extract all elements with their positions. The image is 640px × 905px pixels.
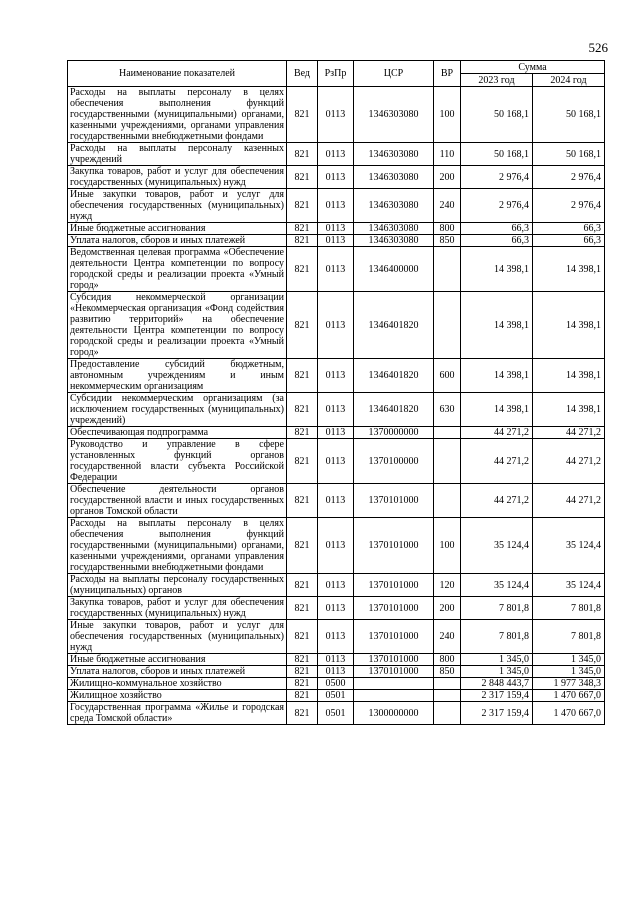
cell-sum-2024: 44 271,2 [533, 484, 605, 518]
table-row [68, 439, 605, 484]
cell-vr: 850 [434, 666, 461, 678]
header-vr: ВР [434, 61, 461, 87]
cell-csr: 1346303080 [354, 235, 434, 247]
cell-ved: 821 [287, 223, 318, 235]
cell-name: Расходы на выплаты персоналу казенных учреждений [68, 143, 287, 166]
cell-name: Обеспечение деятельности органов государственной власти и иных государственных органов Томской области [68, 484, 287, 518]
cell-ved: 821 [287, 292, 318, 359]
cell-ved: 821 [287, 678, 318, 690]
cell-vr: 850 [434, 235, 461, 247]
cell-sum-2024: 35 124,4 [533, 574, 605, 597]
cell-csr: 1370101000 [354, 518, 434, 574]
header-2023: 2023 год [461, 74, 533, 87]
header-rzpr: РзПр [318, 61, 354, 87]
cell-rzpr: 0501 [318, 690, 354, 702]
cell-rzpr: 0113 [318, 484, 354, 518]
table-row [68, 690, 605, 702]
cell-name: Иные бюджетные ассигнования [68, 654, 287, 666]
cell-ved: 821 [287, 87, 318, 143]
cell-name: Государственная программа «Жилье и городская среда Томской области» [68, 702, 287, 725]
table-row [68, 597, 605, 620]
cell-sum-2023: 2 976,4 [461, 189, 533, 223]
cell-sum-2024: 1 345,0 [533, 654, 605, 666]
cell-ved: 821 [287, 484, 318, 518]
cell-sum-2024: 14 398,1 [533, 359, 605, 393]
cell-sum-2023: 44 271,2 [461, 439, 533, 484]
cell-name: Обеспечивающая подпрограмма [68, 427, 287, 439]
cell-rzpr: 0113 [318, 359, 354, 393]
cell-sum-2023: 50 168,1 [461, 143, 533, 166]
table-row [68, 87, 605, 143]
cell-csr: 1370101000 [354, 574, 434, 597]
cell-sum-2024: 44 271,2 [533, 439, 605, 484]
cell-csr: 1370101000 [354, 654, 434, 666]
cell-vr: 110 [434, 143, 461, 166]
cell-name: Расходы на выплаты персоналу государственных (муниципальных) органов [68, 574, 287, 597]
cell-rzpr: 0113 [318, 393, 354, 427]
cell-sum-2024: 35 124,4 [533, 518, 605, 574]
cell-ved: 821 [287, 518, 318, 574]
table-row [68, 620, 605, 654]
cell-name: Иные закупки товаров, работ и услуг для обеспечения государственных (муниципальных) нужд [68, 620, 287, 654]
cell-vr: 240 [434, 189, 461, 223]
table-row [68, 484, 605, 518]
cell-ved: 821 [287, 574, 318, 597]
table-row [68, 666, 605, 678]
cell-name: Руководство и управление в сфере установленных функций органов государственной власти субъекта Российской Федерации [68, 439, 287, 484]
table-row [68, 166, 605, 189]
cell-vr: 100 [434, 518, 461, 574]
cell-csr [354, 678, 434, 690]
table-row [68, 235, 605, 247]
cell-sum-2024: 1 345,0 [533, 666, 605, 678]
cell-csr: 1346303080 [354, 189, 434, 223]
cell-sum-2023: 2 976,4 [461, 166, 533, 189]
cell-rzpr: 0113 [318, 189, 354, 223]
header-ved: Вед [287, 61, 318, 87]
cell-vr: 800 [434, 223, 461, 235]
cell-sum-2024: 1 470 667,0 [533, 690, 605, 702]
cell-name: Субсидия некоммерческой организации «Некоммерческая организация «Фонд содействия развитию территорий» на обеспечение деятельности Центра компетенции по вопросу городской среды и реализации проекта «Умный город» [68, 292, 287, 359]
cell-sum-2023: 35 124,4 [461, 574, 533, 597]
cell-name: Уплата налогов, сборов и иных платежей [68, 235, 287, 247]
cell-name: Уплата налогов, сборов и иных платежей [68, 666, 287, 678]
cell-vr: 800 [434, 654, 461, 666]
cell-sum-2023: 14 398,1 [461, 247, 533, 292]
cell-sum-2024: 2 976,4 [533, 166, 605, 189]
cell-csr: 1370101000 [354, 666, 434, 678]
table-row [68, 702, 605, 725]
cell-vr: 200 [434, 597, 461, 620]
cell-sum-2023: 1 345,0 [461, 654, 533, 666]
cell-rzpr: 0113 [318, 666, 354, 678]
cell-rzpr: 0113 [318, 597, 354, 620]
table-body [68, 87, 605, 725]
table-row [68, 292, 605, 359]
cell-sum-2023: 35 124,4 [461, 518, 533, 574]
cell-vr [434, 702, 461, 725]
cell-rzpr: 0113 [318, 292, 354, 359]
cell-name: Жилищно-коммунальное хозяйство [68, 678, 287, 690]
cell-sum-2024: 1 977 348,3 [533, 678, 605, 690]
cell-sum-2024: 7 801,8 [533, 597, 605, 620]
cell-vr: 120 [434, 574, 461, 597]
cell-sum-2023: 14 398,1 [461, 292, 533, 359]
cell-ved: 821 [287, 666, 318, 678]
cell-sum-2024: 7 801,8 [533, 620, 605, 654]
cell-vr [434, 439, 461, 484]
table-row [68, 654, 605, 666]
table-row [68, 189, 605, 223]
table-row [68, 247, 605, 292]
cell-vr [434, 690, 461, 702]
cell-csr: 1346303080 [354, 143, 434, 166]
cell-rzpr: 0113 [318, 166, 354, 189]
cell-name: Закупка товаров, работ и услуг для обеспечения государственных (муниципальных) нужд [68, 166, 287, 189]
cell-sum-2023: 7 801,8 [461, 620, 533, 654]
cell-csr: 1370100000 [354, 439, 434, 484]
cell-sum-2024: 14 398,1 [533, 393, 605, 427]
cell-rzpr: 0113 [318, 654, 354, 666]
cell-sum-2023: 66,3 [461, 223, 533, 235]
cell-rzpr: 0113 [318, 439, 354, 484]
cell-ved: 821 [287, 359, 318, 393]
cell-sum-2024: 2 976,4 [533, 189, 605, 223]
cell-vr: 240 [434, 620, 461, 654]
cell-vr [434, 292, 461, 359]
table-row [68, 678, 605, 690]
cell-ved: 821 [287, 620, 318, 654]
header-2024: 2024 год [533, 74, 605, 87]
cell-csr: 1300000000 [354, 702, 434, 725]
cell-ved: 821 [287, 393, 318, 427]
cell-sum-2024: 14 398,1 [533, 247, 605, 292]
table-row [68, 359, 605, 393]
cell-ved: 821 [287, 439, 318, 484]
cell-csr: 1370101000 [354, 484, 434, 518]
cell-ved: 821 [287, 143, 318, 166]
cell-rzpr: 0500 [318, 678, 354, 690]
cell-sum-2023: 2 317 159,4 [461, 702, 533, 725]
cell-sum-2023: 1 345,0 [461, 666, 533, 678]
cell-ved: 821 [287, 690, 318, 702]
cell-name: Субсидии некоммерческим организациям (за исключением государственных (муниципальных) учреждений) [68, 393, 287, 427]
cell-ved: 821 [287, 189, 318, 223]
cell-vr: 600 [434, 359, 461, 393]
cell-sum-2023: 2 848 443,7 [461, 678, 533, 690]
cell-name: Предоставление субсидий бюджетным, автономным учреждениям и иным некоммерческим организациям [68, 359, 287, 393]
header-name: Наименование показателей [68, 61, 287, 87]
cell-vr: 200 [434, 166, 461, 189]
cell-ved: 821 [287, 702, 318, 725]
cell-ved: 821 [287, 597, 318, 620]
header-sum: Сумма [461, 61, 605, 74]
cell-sum-2024: 1 470 667,0 [533, 702, 605, 725]
cell-csr: 1346401820 [354, 359, 434, 393]
cell-csr: 1370101000 [354, 597, 434, 620]
cell-csr: 1346303080 [354, 87, 434, 143]
cell-csr: 1346401820 [354, 393, 434, 427]
cell-rzpr: 0113 [318, 143, 354, 166]
cell-csr: 1346303080 [354, 223, 434, 235]
cell-csr: 1346401820 [354, 292, 434, 359]
cell-sum-2023: 14 398,1 [461, 359, 533, 393]
cell-vr: 100 [434, 87, 461, 143]
cell-vr [434, 427, 461, 439]
cell-sum-2023: 50 168,1 [461, 87, 533, 143]
cell-csr: 1346400000 [354, 247, 434, 292]
cell-name: Расходы на выплаты персоналу в целях обеспечения выполнения функций государственными (муниципальными) органами, казенными учреждениями, органами управления государственными внебюджетными фондами [68, 518, 287, 574]
cell-ved: 821 [287, 247, 318, 292]
table-header [68, 61, 605, 87]
cell-vr [434, 484, 461, 518]
cell-name: Иные бюджетные ассигнования [68, 223, 287, 235]
cell-rzpr: 0501 [318, 702, 354, 725]
cell-sum-2024: 50 168,1 [533, 87, 605, 143]
cell-ved: 821 [287, 235, 318, 247]
cell-rzpr: 0113 [318, 235, 354, 247]
cell-name: Иные закупки товаров, работ и услуг для обеспечения государственных (муниципальных) нужд [68, 189, 287, 223]
cell-sum-2023: 44 271,2 [461, 427, 533, 439]
page-number: 526 [588, 40, 608, 55]
table-row [68, 574, 605, 597]
cell-sum-2024: 44 271,2 [533, 427, 605, 439]
table-row [68, 143, 605, 166]
cell-rzpr: 0113 [318, 620, 354, 654]
cell-name: Жилищное хозяйство [68, 690, 287, 702]
cell-rzpr: 0113 [318, 574, 354, 597]
cell-sum-2023: 44 271,2 [461, 484, 533, 518]
cell-name: Ведомственная целевая программа «Обеспечение деятельности Центра компетенции по вопросу городской среды и реализации проекта «Умный город» [68, 247, 287, 292]
cell-ved: 821 [287, 654, 318, 666]
cell-sum-2023: 14 398,1 [461, 393, 533, 427]
budget-table [67, 60, 605, 725]
table-row [68, 427, 605, 439]
cell-ved: 821 [287, 427, 318, 439]
cell-rzpr: 0113 [318, 518, 354, 574]
table-row [68, 223, 605, 235]
cell-rzpr: 0113 [318, 427, 354, 439]
cell-name: Расходы на выплаты персоналу в целях обеспечения выполнения функций государственными (муниципальными) органами, казенными учреждениями, органами управления государственными внебюджетными фондами [68, 87, 287, 143]
cell-sum-2023: 66,3 [461, 235, 533, 247]
cell-vr: 630 [434, 393, 461, 427]
cell-csr [354, 690, 434, 702]
cell-rzpr: 0113 [318, 87, 354, 143]
header-csr: ЦСР [354, 61, 434, 87]
cell-csr: 1346303080 [354, 166, 434, 189]
table-row [68, 518, 605, 574]
cell-sum-2024: 50 168,1 [533, 143, 605, 166]
cell-sum-2023: 7 801,8 [461, 597, 533, 620]
cell-sum-2024: 66,3 [533, 235, 605, 247]
cell-sum-2023: 2 317 159,4 [461, 690, 533, 702]
cell-csr: 1370000000 [354, 427, 434, 439]
cell-ved: 821 [287, 166, 318, 189]
cell-vr [434, 678, 461, 690]
cell-sum-2024: 14 398,1 [533, 292, 605, 359]
cell-vr [434, 247, 461, 292]
cell-name: Закупка товаров, работ и услуг для обеспечения государственных (муниципальных) нужд [68, 597, 287, 620]
cell-rzpr: 0113 [318, 247, 354, 292]
cell-csr: 1370101000 [354, 620, 434, 654]
table-row [68, 393, 605, 427]
cell-sum-2024: 66,3 [533, 223, 605, 235]
cell-rzpr: 0113 [318, 223, 354, 235]
